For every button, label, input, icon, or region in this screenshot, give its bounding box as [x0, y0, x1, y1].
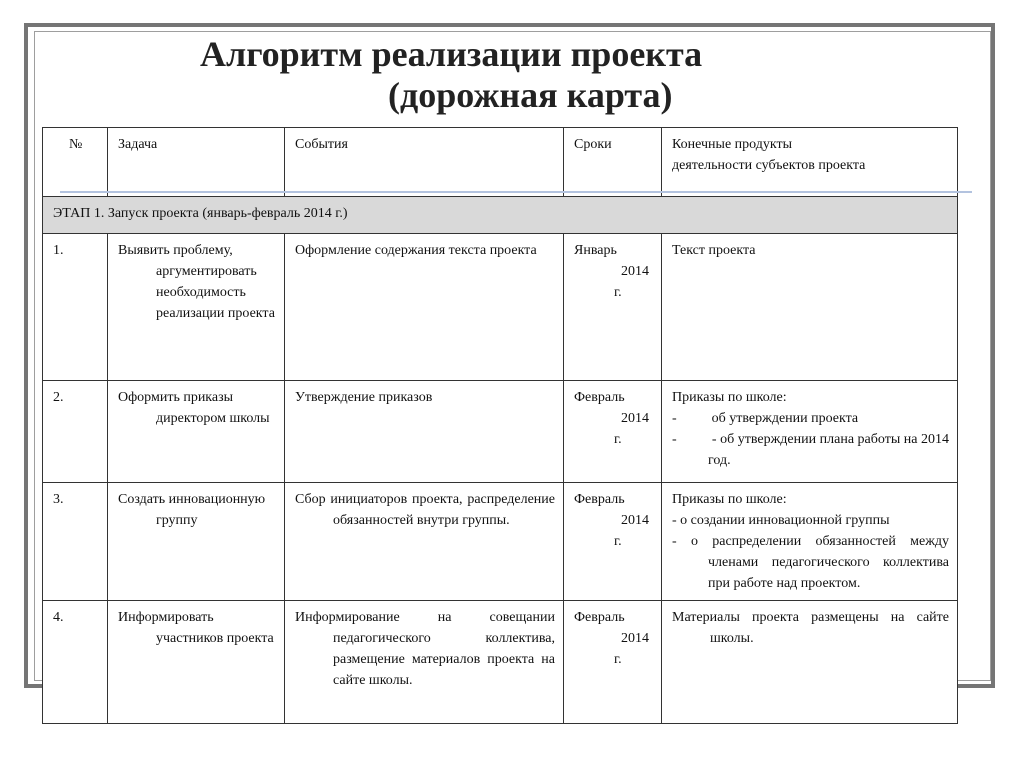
row-events: Сбор инициаторов проекта, распределение обязанностей внутри группы. — [285, 483, 564, 601]
row-task: Оформить приказы директором школы — [108, 381, 285, 483]
header-num: № — [43, 128, 108, 197]
row-dates: Февраль 2014 г. — [564, 483, 662, 601]
row-task: Информировать участников проекта — [108, 601, 285, 724]
row-events: Оформление содержания текста проекта — [285, 234, 564, 381]
table-row — [43, 601, 958, 724]
table-row — [43, 234, 958, 381]
row-dates: Февраль 2014 г. — [564, 601, 662, 724]
header-task: Задача — [108, 128, 285, 197]
header-products — [662, 128, 958, 197]
slide-title — [200, 34, 840, 116]
row-task: Выявить проблему, аргументировать необходимость реализации проекта — [108, 234, 285, 381]
row-num: 3. — [43, 483, 108, 601]
stage-label: ЭТАП 1. Запуск проекта (январь-февраль 2014 г.) — [43, 197, 958, 234]
row-task: Создать инновационную группу — [108, 483, 285, 601]
row-num: 4. — [43, 601, 108, 724]
header-products-line1: Конечные продукты — [672, 137, 793, 152]
row-num: 1. — [43, 234, 108, 381]
roadmap-table — [42, 127, 958, 724]
row-products: Текст проекта — [662, 234, 958, 381]
row-dates: Январь 2014 г. — [564, 234, 662, 381]
row-dates: Февраль 2014 г. — [564, 381, 662, 483]
header-products-line2: деятельности субъектов проекта — [672, 158, 866, 173]
table-row — [43, 381, 958, 483]
row-products: Приказы по школе: - об утверждении проекта - - об утверждении плана работы на 2014 год. — [662, 381, 958, 483]
table-row — [43, 483, 958, 601]
decorative-divider — [60, 191, 972, 193]
row-events: Информирование на совещании педагогического коллектива, размещение материалов проекта на сайте школы. — [285, 601, 564, 724]
stage-row — [43, 197, 958, 234]
title-line-2: (дорожная карта) — [388, 75, 673, 115]
row-events: Утверждение приказов — [285, 381, 564, 483]
row-num: 2. — [43, 381, 108, 483]
header-dates: Сроки — [564, 128, 662, 197]
row-products: Материалы проекта размещены на сайте школы. — [662, 601, 958, 724]
header-events: События — [285, 128, 564, 197]
title-line-1: Алгоритм реализации проекта — [200, 34, 703, 74]
table-header-row — [43, 128, 958, 197]
row-products: Приказы по школе: - о создании инновационной группы - о распределении обязанностей между членами педагогического коллектива при работе над проектом. — [662, 483, 958, 601]
